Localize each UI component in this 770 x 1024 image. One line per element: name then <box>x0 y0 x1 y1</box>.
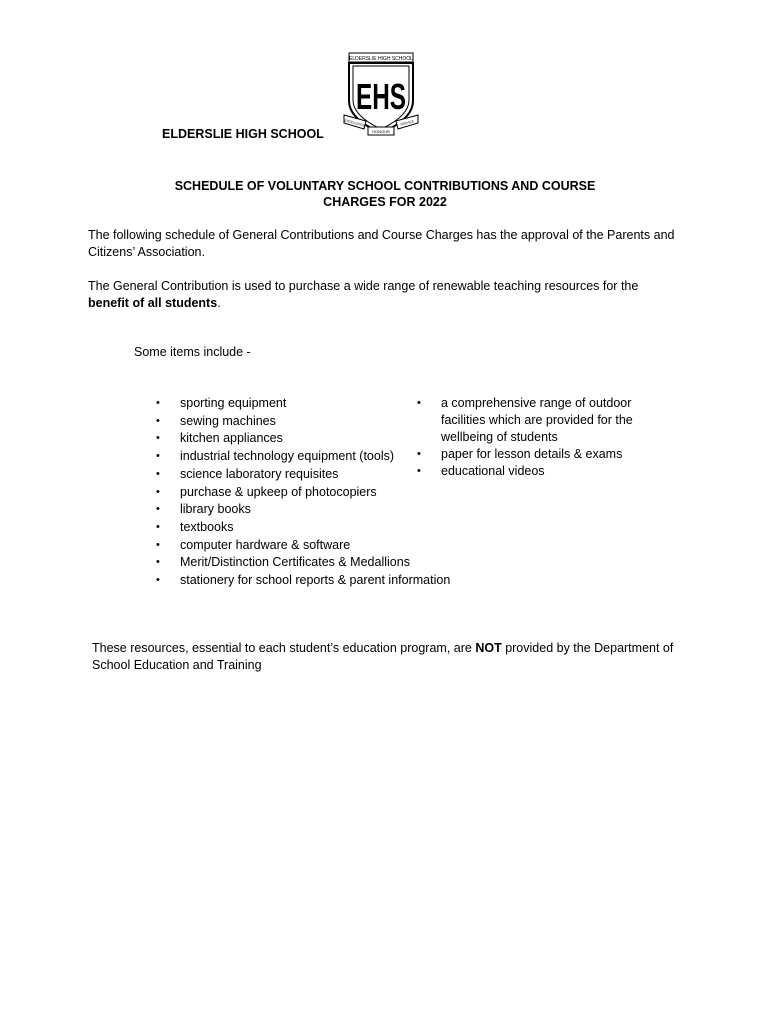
list-item <box>156 554 476 572</box>
list-item-text: library books <box>180 502 251 517</box>
bullet-icon: • <box>156 503 160 516</box>
list-item-text: kitchen appliances <box>180 431 283 446</box>
resources-text: These resources, essential to each student’s education program, are <box>92 641 476 655</box>
items-intro: Some items include - <box>134 345 251 359</box>
resources-paragraph <box>92 640 682 674</box>
list-item-text: sporting equipment <box>180 396 287 410</box>
bullet-icon: • <box>417 448 421 460</box>
list-item-text: science laboratory requisites <box>180 466 339 481</box>
bullet-icon: • <box>156 556 160 569</box>
list-item <box>417 395 657 446</box>
title-line-2: CHARGES FOR 2022 <box>323 195 447 209</box>
bullet-icon: • <box>417 465 421 477</box>
crest-motto-center: HONOUR <box>372 129 390 134</box>
school-name: ELDERSLIE HIGH SCHOOL <box>162 127 324 141</box>
bullet-icon: • <box>156 520 160 533</box>
list-item <box>156 519 476 537</box>
bullet-icon: • <box>156 450 160 463</box>
bullet-icon: • <box>417 397 421 409</box>
list-item-text: sewing machines <box>180 413 276 428</box>
list-item-text: a comprehensive range of outdoor facilities which are provided for the wellbeing of students <box>441 396 633 444</box>
purpose-text: The General Contribution is used to purchase a wide range of renewable teaching resources for the <box>88 279 639 293</box>
bullet-icon: • <box>156 467 160 480</box>
list-item <box>156 484 476 502</box>
list-item-text: textbooks <box>180 519 234 534</box>
purpose-period: . <box>217 296 221 310</box>
list-item <box>417 446 657 463</box>
list-item <box>417 463 657 480</box>
purpose-paragraph <box>88 278 678 312</box>
list-item <box>156 537 476 555</box>
crest-motto-right: SERVICE <box>400 119 415 127</box>
bullet-icon: • <box>156 538 160 551</box>
list-item-text: computer hardware & software <box>180 537 351 552</box>
crest-letters: EHS <box>356 76 406 117</box>
crest-banner-text: ELDERSLIE HIGH SCHOOL <box>349 56 413 62</box>
bullet-icon: • <box>156 574 160 587</box>
list-item <box>156 501 476 519</box>
crest-motto-left: EXCELLENCE <box>344 118 366 128</box>
document-title <box>110 178 660 210</box>
bullet-icon: • <box>156 485 160 498</box>
list-item-text: purchase & upkeep of photocopiers <box>180 484 377 499</box>
bullet-icon: • <box>156 414 160 427</box>
school-crest-logo <box>344 51 418 139</box>
list-item-text: stationery for school reports & parent information <box>180 573 451 588</box>
title-line-1: SCHEDULE OF VOLUNTARY SCHOOL CONTRIBUTIONS AND COURSE <box>174 179 596 193</box>
list-item-text: Merit/Distinction Certificates & Medallions <box>180 555 410 570</box>
resources-emphasis: NOT <box>475 641 502 655</box>
list-item-text: paper for lesson details & exams <box>441 447 623 461</box>
list-item <box>156 572 476 590</box>
bullet-icon: • <box>156 432 160 445</box>
list-item-text: educational videos <box>441 464 545 478</box>
bullet-icon: • <box>156 397 160 409</box>
items-list-right <box>417 395 657 480</box>
approval-paragraph: The following schedule of General Contributions and Course Charges has the approval of the Parents and Citizens’ Association. <box>88 228 675 259</box>
list-item-text: industrial technology equipment (tools) <box>180 449 395 464</box>
resources-text-end: provided by the Department of School Education and Training <box>92 641 674 672</box>
purpose-emphasis: benefit of all students <box>88 296 218 310</box>
